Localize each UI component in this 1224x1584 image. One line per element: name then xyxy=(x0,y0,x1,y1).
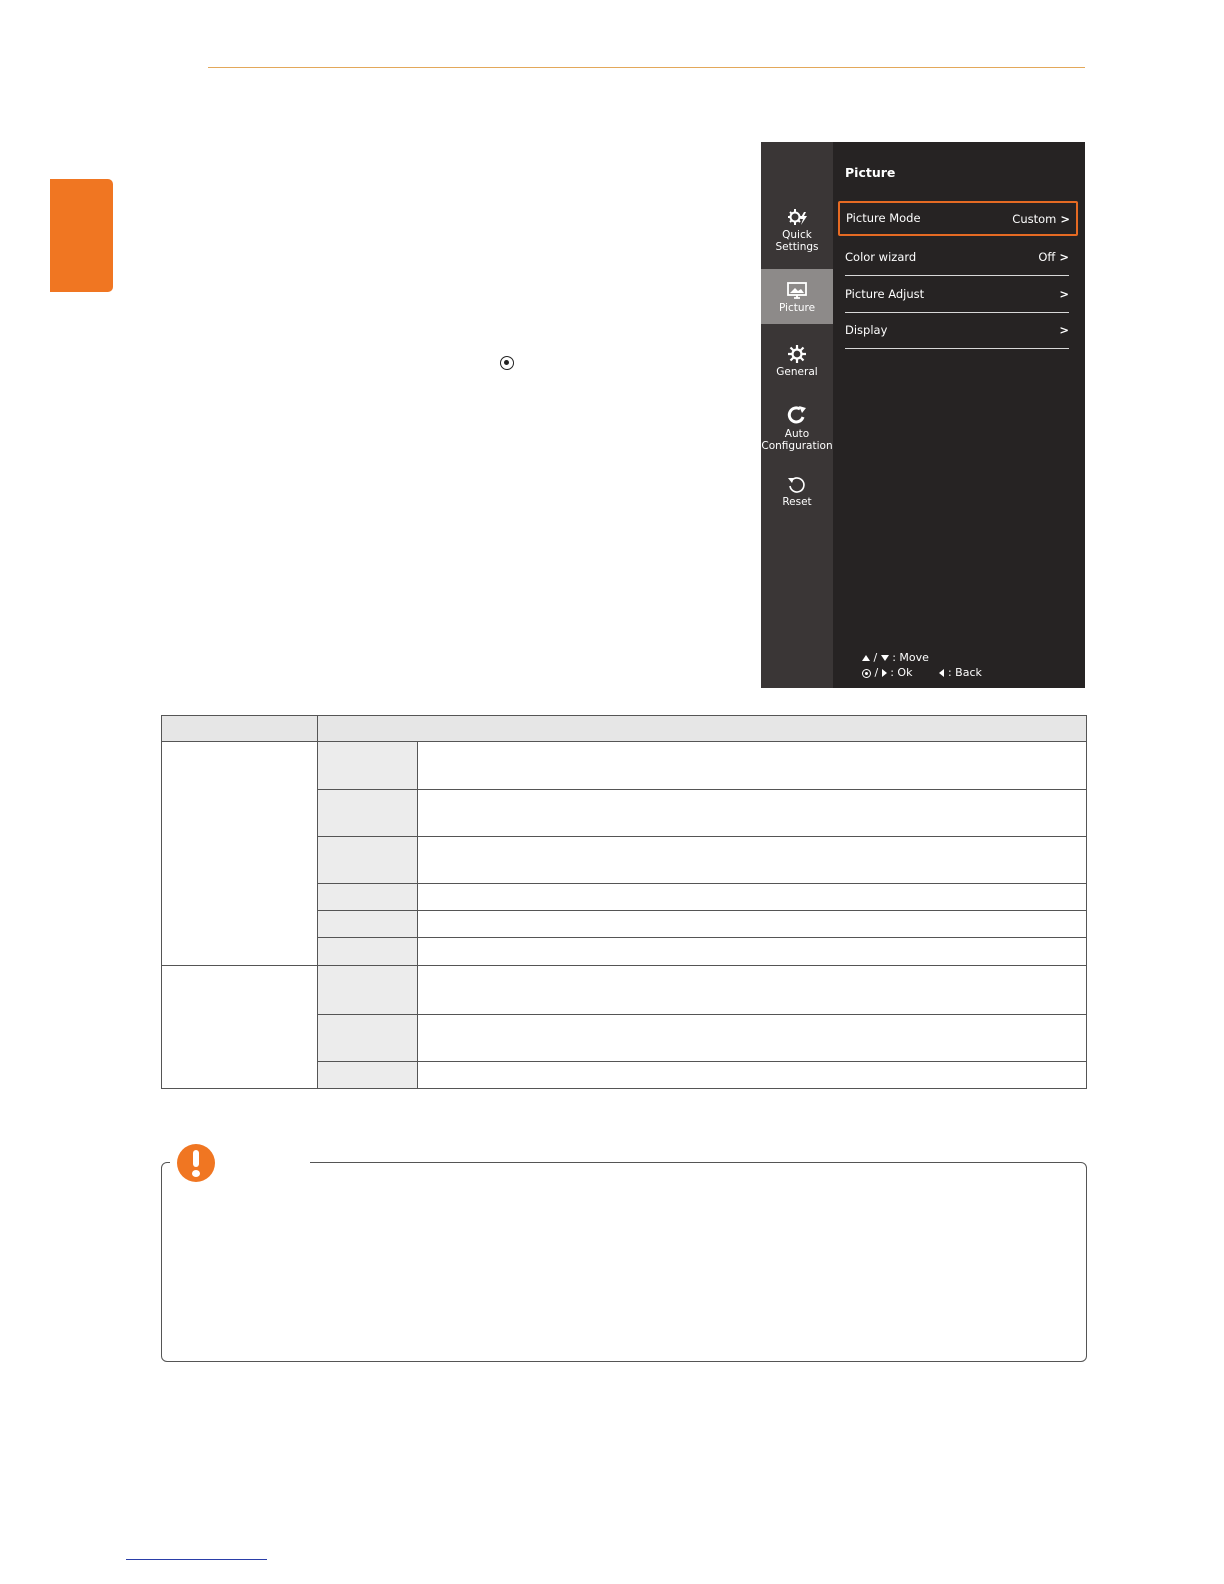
menu-item-label: Picture Mode xyxy=(846,211,921,225)
sidebar-item-auto-configuration[interactable] xyxy=(761,405,833,457)
menu-item-label: Color wizard xyxy=(845,250,917,264)
table-group-cell xyxy=(162,966,318,1089)
menu-item-value-wrap xyxy=(1012,212,1070,226)
table-sub-cell xyxy=(318,911,418,938)
osd-sidebar xyxy=(761,142,833,688)
table-cell xyxy=(418,742,1087,790)
sidebar-item-general[interactable] xyxy=(761,343,833,383)
arrow-left-icon xyxy=(939,669,944,677)
menu-item-color-wizard[interactable] xyxy=(845,240,1069,276)
quick-settings-icon xyxy=(785,206,809,228)
table-header-cell xyxy=(318,716,1087,742)
arrow-right-icon xyxy=(882,669,887,677)
osd-menu-title: Picture xyxy=(845,165,896,180)
help-move-label: : Move xyxy=(892,651,929,664)
table-header-cell xyxy=(162,716,318,742)
menu-item-picture-mode[interactable] xyxy=(838,201,1078,236)
table-cell xyxy=(418,1061,1087,1088)
menu-item-value: Custom xyxy=(1012,212,1057,226)
help-ok-separator: / xyxy=(874,666,879,679)
menu-item-label: Picture Adjust xyxy=(845,287,925,301)
sidebar-item-reset[interactable] xyxy=(761,475,833,515)
table-header-row xyxy=(162,716,1087,742)
sidebar-item-auto-configuration-label: Auto Configuration xyxy=(761,428,833,452)
sidebar-item-reset-label: Reset xyxy=(782,496,812,508)
menu-item-value: Off xyxy=(1038,250,1056,264)
table-sub-cell xyxy=(318,1014,418,1061)
table-sub-cell xyxy=(318,790,418,836)
table-group-cell xyxy=(162,742,318,966)
arrow-up-icon xyxy=(862,655,870,661)
sidebar-item-quick-settings[interactable] xyxy=(761,206,833,258)
chevron-right-icon: > xyxy=(1059,287,1069,301)
reset-icon xyxy=(786,475,808,495)
joystick-ok-icon xyxy=(500,356,514,370)
arrow-down-icon xyxy=(881,655,889,661)
table-sub-cell xyxy=(318,742,418,790)
table-cell xyxy=(418,883,1087,910)
table-cell xyxy=(418,836,1087,883)
caution-note-box xyxy=(161,1162,1087,1362)
table-sub-cell xyxy=(318,966,418,1014)
menu-item-value-wrap xyxy=(1038,250,1069,264)
settings-table xyxy=(161,715,1087,1089)
help-ok-back xyxy=(862,666,982,679)
sidebar-item-picture[interactable] xyxy=(761,269,833,324)
help-move-separator: / xyxy=(873,651,878,664)
sidebar-item-general-label: General xyxy=(776,366,818,378)
table-sub-cell xyxy=(318,883,418,910)
table-sub-cell xyxy=(318,1061,418,1088)
table-row xyxy=(162,966,1087,1014)
ok-button-icon xyxy=(862,669,871,678)
help-ok-label: : Ok xyxy=(890,666,913,679)
general-gear-icon xyxy=(786,343,808,365)
table-sub-cell xyxy=(318,938,418,966)
table-cell xyxy=(418,790,1087,836)
table-row xyxy=(162,742,1087,790)
header-rule xyxy=(208,67,1085,68)
osd-menu xyxy=(761,142,1085,688)
table-cell xyxy=(418,911,1087,938)
table-cell xyxy=(418,966,1087,1014)
help-back-label: : Back xyxy=(947,666,982,679)
table-cell xyxy=(418,938,1087,966)
chevron-right-icon: > xyxy=(1059,323,1069,337)
chapter-side-tab xyxy=(50,179,113,292)
menu-item-picture-adjust[interactable] xyxy=(845,277,1069,313)
table-cell xyxy=(418,1014,1087,1061)
sidebar-item-picture-label: Picture xyxy=(778,302,816,314)
caution-exclamation-icon xyxy=(177,1144,215,1182)
menu-item-value-wrap xyxy=(1055,323,1069,337)
picture-icon xyxy=(786,281,808,301)
auto-configuration-icon xyxy=(785,405,809,427)
sidebar-item-quick-settings-label: Quick Settings xyxy=(775,229,819,253)
menu-item-value-wrap xyxy=(1055,287,1069,301)
menu-item-label: Display xyxy=(845,323,888,337)
menu-item-display[interactable] xyxy=(845,313,1069,349)
footer-link-underline xyxy=(126,1559,267,1560)
table-sub-cell xyxy=(318,836,418,883)
chevron-right-icon: > xyxy=(1060,212,1070,226)
help-move xyxy=(862,651,929,664)
chevron-right-icon: > xyxy=(1059,250,1069,264)
